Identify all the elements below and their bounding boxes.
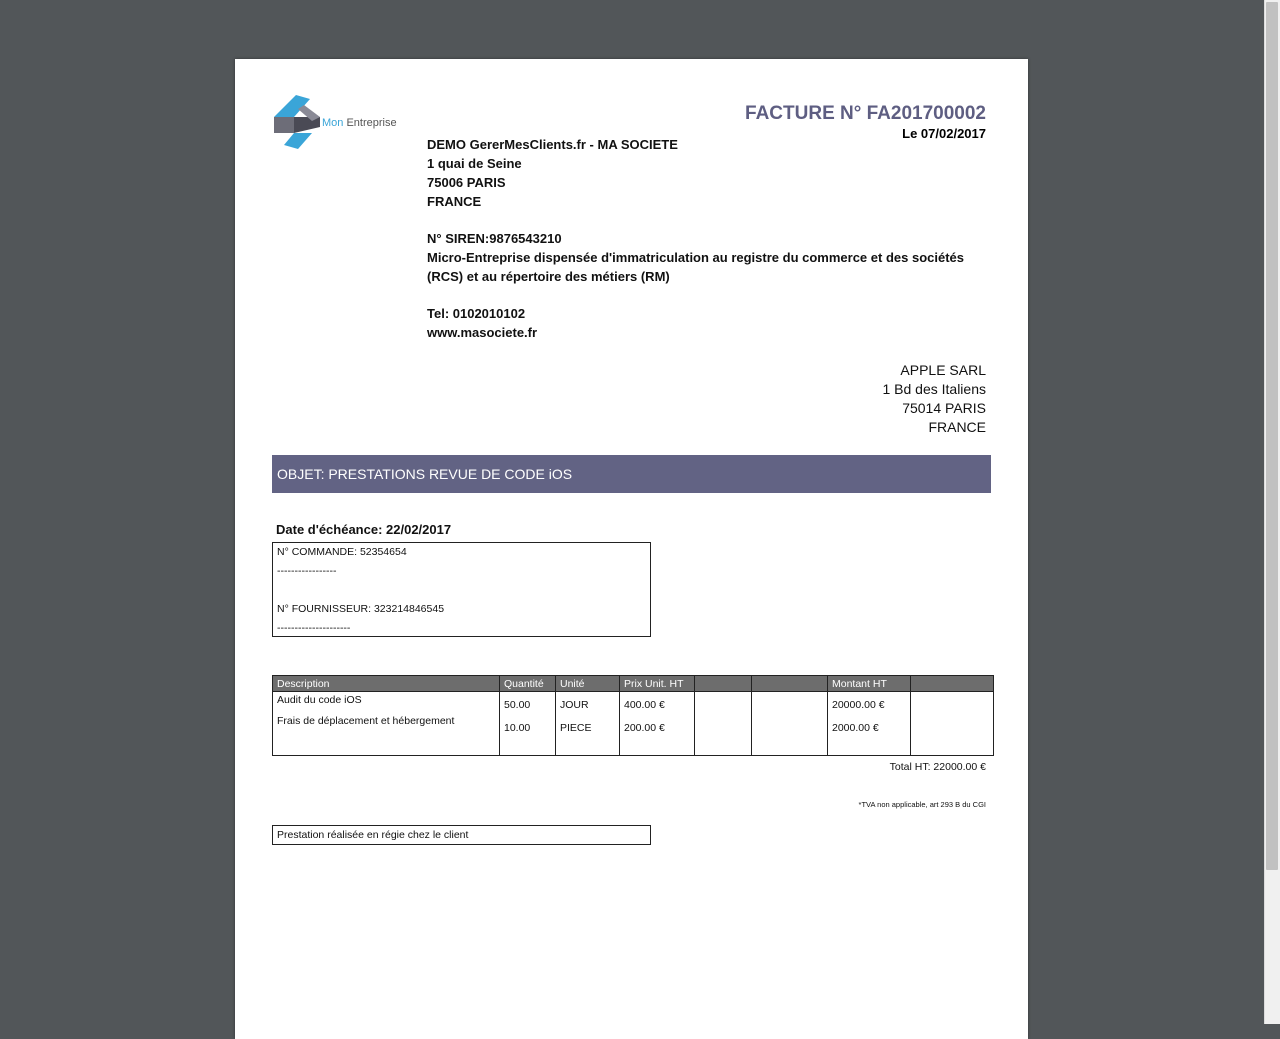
table-body [273,692,994,756]
item-amount: 2000.00 € [832,722,879,734]
sender-city: 75006 PARIS [427,175,506,190]
item-unit: JOUR [560,699,589,711]
tva-note: *TVA non applicable, art 293 B du CGI [858,800,986,809]
description-cell [273,692,500,756]
col-unit-header: Unité [556,676,620,692]
sender-legal-mention-2: (RCS) et au répertoire des métiers (RM) [427,269,670,284]
object-bar: OBJET: PRESTATIONS REVUE DE CODE iOS [272,455,991,493]
price-cell [620,692,695,756]
references-box [272,542,651,637]
due-date: Date d'échéance: 22/02/2017 [276,522,452,537]
col-empty-header [752,676,828,692]
blank-line [277,583,646,602]
col-amount-header: Montant HT [828,676,911,692]
note-box: Prestation réalisée en régie chez le client [272,825,651,845]
client-street: 1 Bd des Italiens [882,381,986,397]
items-table [272,675,994,756]
col-description-header: Description [273,676,500,692]
separator-line: --------------------- [277,622,351,634]
sender-website: www.masociete.fr [427,325,538,340]
item-price: 200.00 € [624,722,665,734]
client-city: 75014 PARIS [902,400,986,416]
invoice-title: FACTURE N° FA201700002 [745,103,986,124]
item-description: Frais de déplacement et hébergement [277,715,455,727]
table-header-row [273,676,994,692]
total-ht: Total HT: 22000.00 € [889,761,986,773]
col-empty-header [911,676,994,692]
col-quantity-header: Quantité [500,676,556,692]
sender-street: 1 quai de Seine [427,156,522,171]
item-price: 400.00 € [624,699,665,711]
item-description: Audit du code iOS [277,694,362,706]
col-price-header: Prix Unit. HT [620,676,695,692]
client-block [882,361,986,437]
col-empty-header [695,676,752,692]
order-number: N° COMMANDE: 52354654 [277,546,407,558]
unit-cell [556,692,620,756]
sender-phone: Tel: 0102010102 [427,306,526,321]
client-name: APPLE SARL [900,362,986,378]
item-quantity: 10.00 [504,722,531,734]
item-quantity: 50.00 [504,699,531,711]
empty-cell [695,692,752,756]
sender-country: FRANCE [427,194,482,209]
empty-cell [911,692,994,756]
sender-block [427,135,964,342]
sender-name: DEMO GererMesClients.fr - MA SOCIETE [427,137,678,152]
sender-siren: N° SIREN:9876543210 [427,231,562,246]
item-unit: PIECE [560,722,592,734]
supplier-number: N° FOURNISSEUR: 323214846545 [277,603,445,615]
document-page [235,59,1028,1039]
invoice-date: Le 07/02/2017 [902,126,986,141]
amount-cell [828,692,911,756]
empty-cell [752,692,828,756]
client-country: FRANCE [928,419,986,435]
quantity-cell [500,692,556,756]
sender-legal-mention-1: Micro-Entreprise dispensée d'immatriculation au registre du commerce et des sociétés [427,250,964,265]
item-amount: 20000.00 € [832,699,885,711]
scrollbar-thumb[interactable] [1266,2,1278,870]
logo-text: Mon Entreprise [322,117,397,129]
separator-line: ----------------- [277,565,337,577]
